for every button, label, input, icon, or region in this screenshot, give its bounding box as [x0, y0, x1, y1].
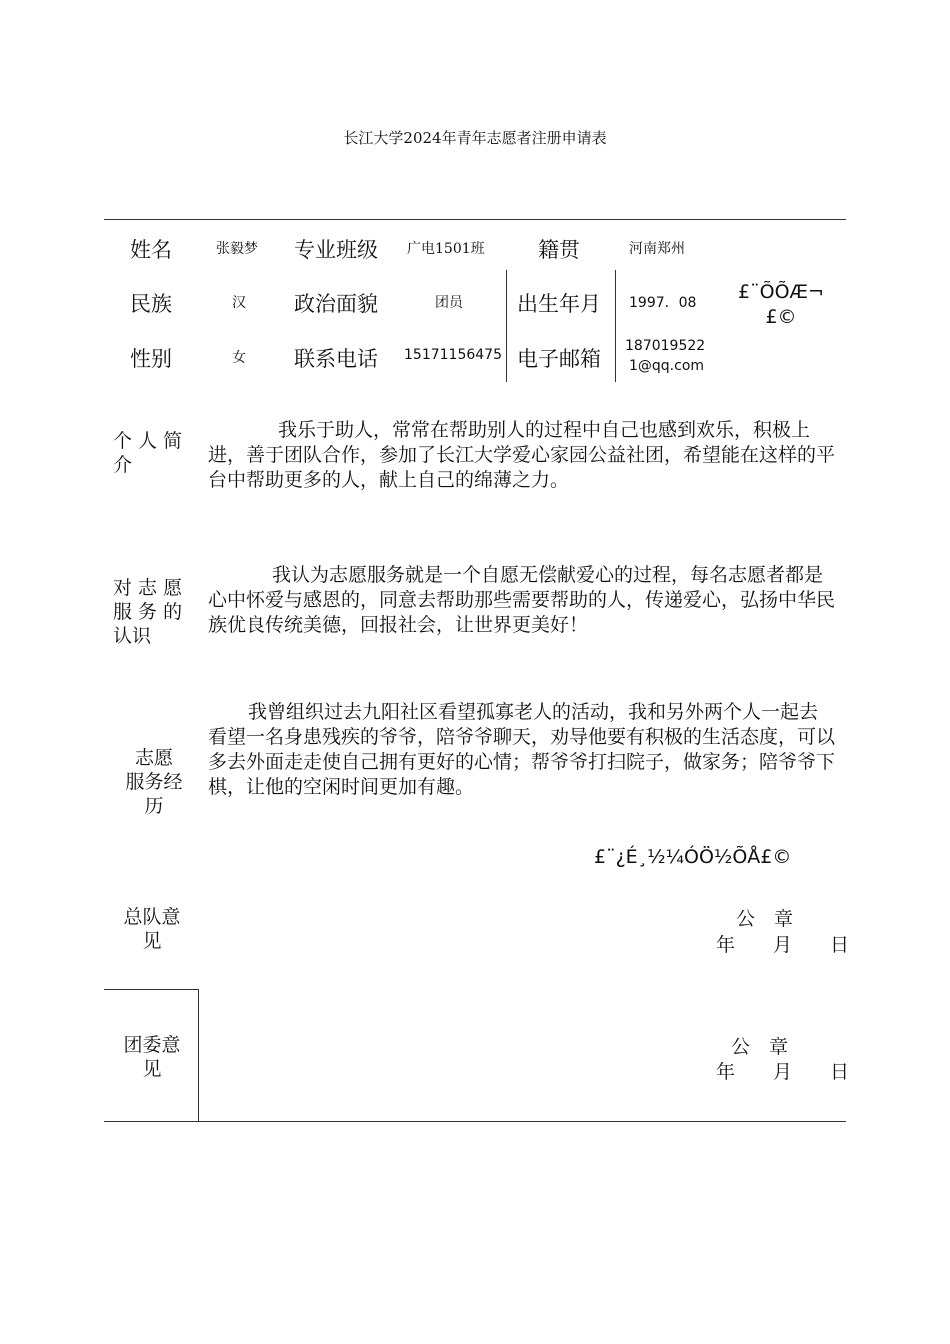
experience-text: 我曾组织过去九阳社区看望孤寡老人的活动，我和另外两个人一起去看望一名身患残疾的爷爷，陪爷爷聊天，劝导他要有积极的生活态度，可以多去外面走走使自己拥有更好的心情；帮爷爷打扫院子，做家务；陪爷爷下棋，让他的空闲时间更加有趣。	[208, 701, 836, 798]
photo-text-line2: £©	[765, 306, 797, 328]
intro-text: 我乐于助人，常常在帮助别人的过程中自己也感到欢乐，积极上进，善于团队合作，参加了长江大学爱心家园公益社团，希望能在这样的平台中帮助更多的人，献上自己的绵薄之力。	[208, 419, 836, 491]
league-row-divider	[198, 989, 199, 1121]
phone-value: 15171156475	[404, 347, 502, 363]
gender-value: 女	[232, 350, 246, 366]
major-label: 专业班级	[294, 238, 378, 262]
ethnicity-label: 民族	[130, 292, 172, 316]
form-title: 长江大学2024年青年志愿者注册申请表	[343, 129, 607, 147]
league-opinion-label: 团委意 见	[123, 1034, 181, 1080]
origin-value: 河南郑州	[629, 241, 685, 257]
origin-label: 籍贯	[538, 238, 580, 262]
phone-label: 联系电话	[294, 347, 378, 371]
league-row-top-border	[104, 989, 198, 990]
experience-label: 志愿 服务经 历	[125, 747, 183, 817]
league-seal: 公 章	[731, 1036, 789, 1058]
divider-birth-right	[615, 270, 616, 382]
attach-note: £¨¿É¸½¼ÓÖ½ÕÅ£©	[594, 846, 792, 868]
major-value: 广电1501班	[407, 241, 485, 257]
political-value: 团员	[435, 295, 463, 311]
table-top-border	[104, 219, 846, 220]
email-value-line2: 1@qq.com	[629, 358, 705, 374]
divider-birth-left	[506, 270, 507, 382]
email-value-line1: 187019522	[625, 338, 706, 354]
name-value: 张毅梦	[216, 241, 258, 257]
photo-placeholder	[720, 280, 842, 330]
team-seal: 公 章	[736, 908, 794, 930]
understanding-label: 对 志 愿 服 务 的 认识	[113, 577, 183, 647]
birth-value: 1997．08	[629, 295, 697, 311]
league-date: 年 月 日	[716, 1061, 850, 1083]
table-bottom-border	[104, 1121, 846, 1122]
name-label: 姓名	[130, 238, 172, 262]
intro-label: 个 人 简 介	[113, 430, 183, 476]
political-label: 政治面貌	[294, 292, 378, 316]
birth-label: 出生年月	[517, 292, 601, 316]
team-opinion-label: 总队意 见	[123, 906, 181, 952]
ethnicity-value: 汉	[232, 295, 246, 311]
team-date: 年 月 日	[716, 934, 850, 956]
photo-text-line1: £¨ÕÕÆ¬	[738, 281, 824, 303]
email-label: 电子邮箱	[517, 347, 601, 371]
understanding-text: 我认为志愿服务就是一个自愿无偿献爱心的过程，每名志愿者都是心中怀爱与感恩的，同意去帮助那些需要帮助的人，传递爱心，弘扬中华民族优良传统美德，回报社会，让世界更美好！	[208, 564, 836, 636]
gender-label: 性别	[130, 347, 172, 371]
